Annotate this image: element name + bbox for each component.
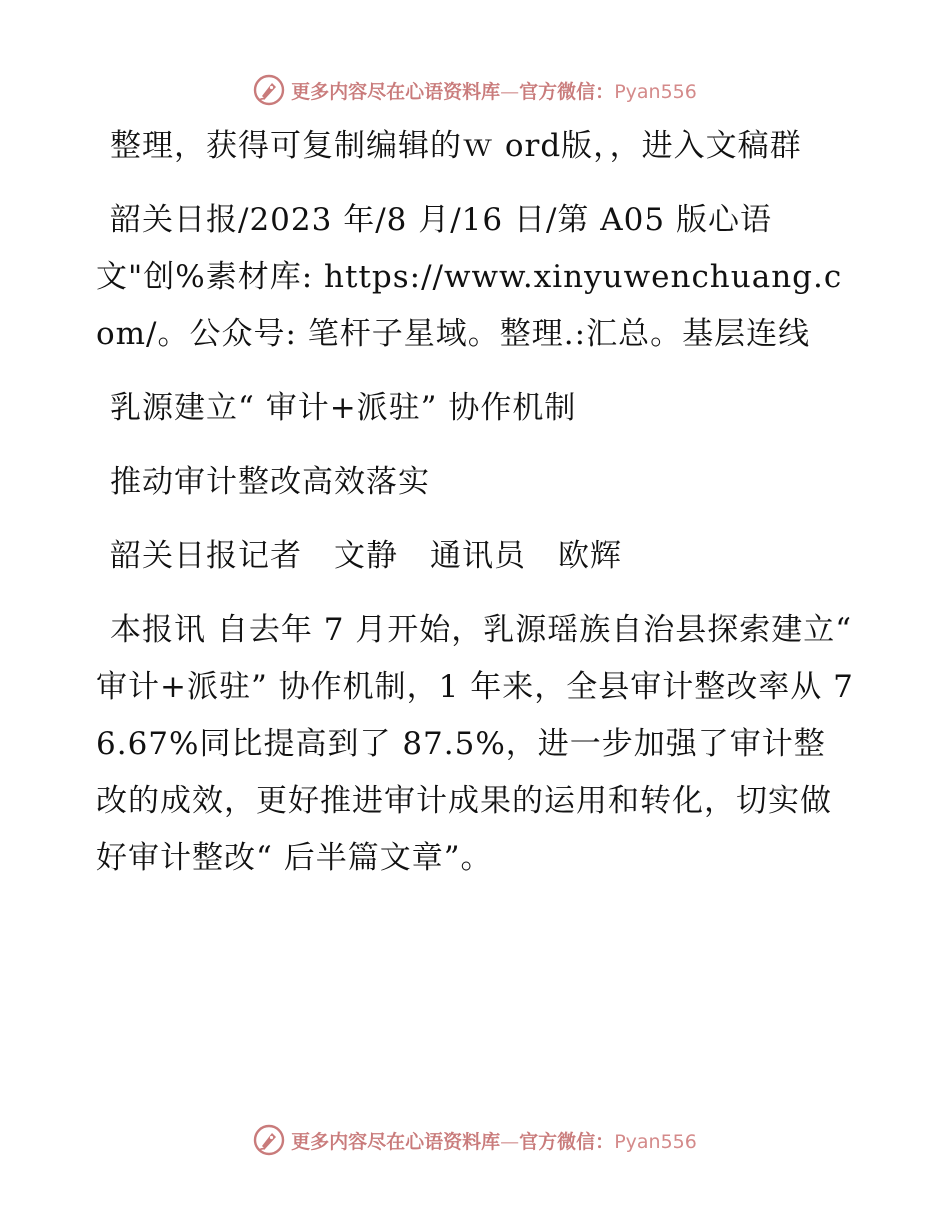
- watermark-separator: —: [500, 1130, 520, 1153]
- watermark-wechat-label: 官方微信：: [519, 1130, 615, 1153]
- watermark-brand: 更多内容尽在心语资料库: [291, 80, 501, 103]
- watermark-wechat-id: Pyan556: [614, 80, 697, 103]
- document-body: [96, 118, 856, 904]
- watermark-wechat-id: Pyan556: [614, 1130, 697, 1153]
- pen-nib-logo-icon: [253, 1124, 285, 1156]
- watermark-brand: 更多内容尽在心语资料库: [291, 1130, 501, 1153]
- headline: 乳源建立“ 审计+派驻” 协作机制: [110, 390, 577, 426]
- watermark-text: [291, 77, 697, 104]
- header-watermark: [0, 70, 950, 110]
- paragraph-lead: 本报讯 自去年 7 月开始，乳源瑶族自治县探索建立“ 审计+派驻” 协作机制，1 年来，全县审计整改率从 76.67%同比提高到了 87.5%，进一步加强了审计整改的成效，更好推进审计成果的运用和转化，切实做好审计整改“ 后半篇文章”。: [96, 612, 854, 876]
- paragraph-source: 韶关日报/2023 年/8 月/16 日/第 A05 版心语文"创%素材库: https://www.xinyuwenchuang.com/。公众号: 笔杆子星域。整理.:汇总。基层连线: [96, 202, 843, 352]
- byline: 韶关日报记者 文静 通讯员 欧辉: [110, 538, 622, 574]
- watermark-text: [291, 1127, 697, 1154]
- watermark-separator: —: [500, 80, 520, 103]
- subheadline: 推动审计整改高效落实: [110, 464, 430, 500]
- footer-watermark: [0, 1120, 950, 1160]
- paragraph-download-note: 整理，获得可复制编辑的ｗ ord版，，进入文稿群: [110, 128, 802, 164]
- pen-nib-logo-icon: [253, 74, 285, 106]
- watermark-wechat-label: 官方微信：: [519, 80, 615, 103]
